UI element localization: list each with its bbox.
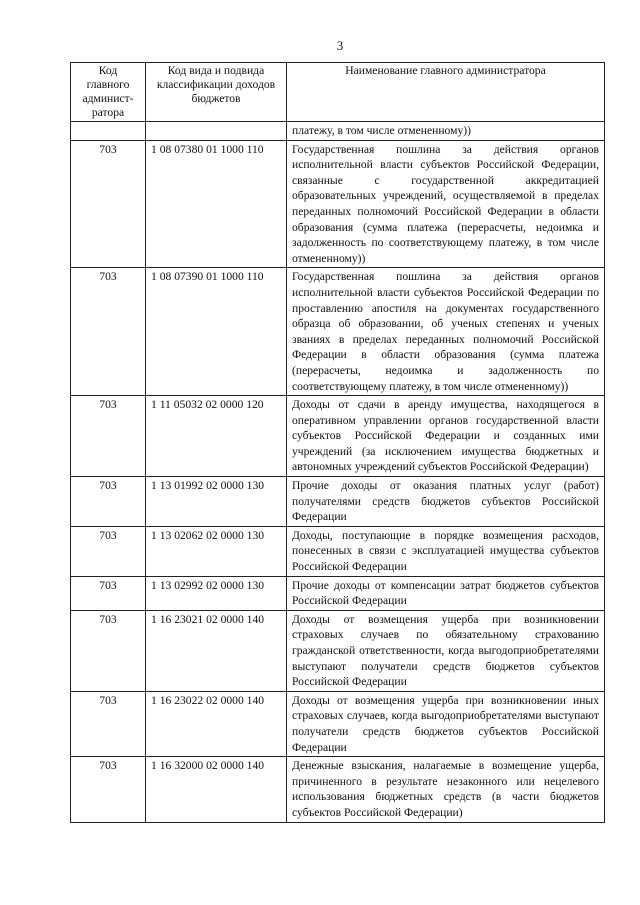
header-revenue-code: Код вида и подвида классификации доходов бюджетов [146, 63, 287, 122]
revenue-code-cell: 1 16 23021 02 0000 140 [146, 610, 287, 691]
admin-name-cell: Государственная пошлина за действия органов исполнительной власти субъектов Российской Федерации, связанные с государственной аккредитацией образовательных учреждений, осуществляемой в пределах переданных полномочий Российской Федерации в области образования (сумма платежа (перерасчеты, недоимка и задолженность по соответствующему платежу, в том числе отмененному)) [287, 140, 605, 268]
table-row [71, 268, 605, 396]
table-row [71, 477, 605, 527]
revenue-code-cell: 1 13 02992 02 0000 130 [146, 576, 287, 610]
admin-code-cell: 703 [71, 691, 146, 756]
admin-name-cell: Доходы от возмещения ущерба при возникновении иных страховых случаев, когда выгодоприобретателями выступают получатели средств бюджетов субъектов Российской Федерации [287, 691, 605, 756]
revenue-code-cell: 1 13 02062 02 0000 130 [146, 526, 287, 576]
table-row [71, 691, 605, 756]
table-row [71, 757, 605, 822]
admin-name-cell: Денежные взыскания, налагаемые в возмещение ущерба, причиненного в результате незаконного или нецелевого использования бюджетных средств (в части бюджетов субъектов Российской Федерации) [287, 757, 605, 822]
admin-code-cell: 703 [71, 576, 146, 610]
revenue-code-cell: 1 13 01992 02 0000 130 [146, 477, 287, 527]
revenue-code-cell: 1 08 07390 01 1000 110 [146, 268, 287, 396]
admin-code-cell: 703 [71, 396, 146, 477]
admin-code-cell: 703 [71, 140, 146, 268]
continuation-empty-code [71, 122, 146, 141]
continuation-empty-kbk [146, 122, 287, 141]
admin-name-cell: Прочие доходы от компенсации затрат бюджетов субъектов Российской Федерации [287, 576, 605, 610]
header-admin-code: Код главного админист-ратора [71, 63, 146, 122]
admin-name-cell: Доходы от сдачи в аренду имущества, находящегося в оперативном управлении органов государственной власти субъектов Российской Федерации и созданных ими учреждений (за исключением имущества бюджетных и автономных учреждений субъектов Российской Федерации) [287, 396, 605, 477]
table-row [71, 610, 605, 691]
admin-name-cell: Доходы, поступающие в порядке возмещения расходов, понесенных в связи с эксплуатацией имущества субъектов Российской Федерации [287, 526, 605, 576]
admin-code-cell: 703 [71, 526, 146, 576]
table-row [71, 396, 605, 477]
admin-name-cell: Доходы от возмещения ущерба при возникновении страховых случаев по обязательному страхованию гражданской ответственности, когда выгодоприобретателями выступают получатели средств бюджетов субъектов Российской Федерации [287, 610, 605, 691]
revenue-code-cell: 1 11 05032 02 0000 120 [146, 396, 287, 477]
admin-name-cell: Прочие доходы от оказания платных услуг (работ) получателями средств бюджетов субъектов Российской Федерации [287, 477, 605, 527]
admin-name-cell: Государственная пошлина за действия органов исполнительной власти субъектов Российской Федерации по проставлению апостиля на документах государственного образца об образовании, об ученых степенях и ученых званиях в пределах переданных полномочий Российской Федерации в области образования (сумма платежа (перерасчеты, недоимка и задолженность по соответствующему платежу, в том числе отмененному)) [287, 268, 605, 396]
page-number: 3 [336, 38, 344, 53]
table-row [71, 576, 605, 610]
revenue-code-cell: 1 16 32000 02 0000 140 [146, 757, 287, 822]
table-row [71, 140, 605, 268]
revenue-code-cell: 1 08 07380 01 1000 110 [146, 140, 287, 268]
revenue-code-cell: 1 16 23022 02 0000 140 [146, 691, 287, 756]
header-admin-name: Наименование главного администратора [287, 63, 605, 122]
revenue-classification-table [70, 62, 605, 823]
admin-code-cell: 703 [71, 477, 146, 527]
table-header-row [71, 63, 605, 122]
continuation-row [71, 122, 605, 141]
admin-code-cell: 703 [71, 268, 146, 396]
admin-code-cell: 703 [71, 757, 146, 822]
admin-code-cell: 703 [71, 610, 146, 691]
table-row [71, 526, 605, 576]
continuation-text: платежу, в том числе отмененному)) [287, 122, 605, 141]
